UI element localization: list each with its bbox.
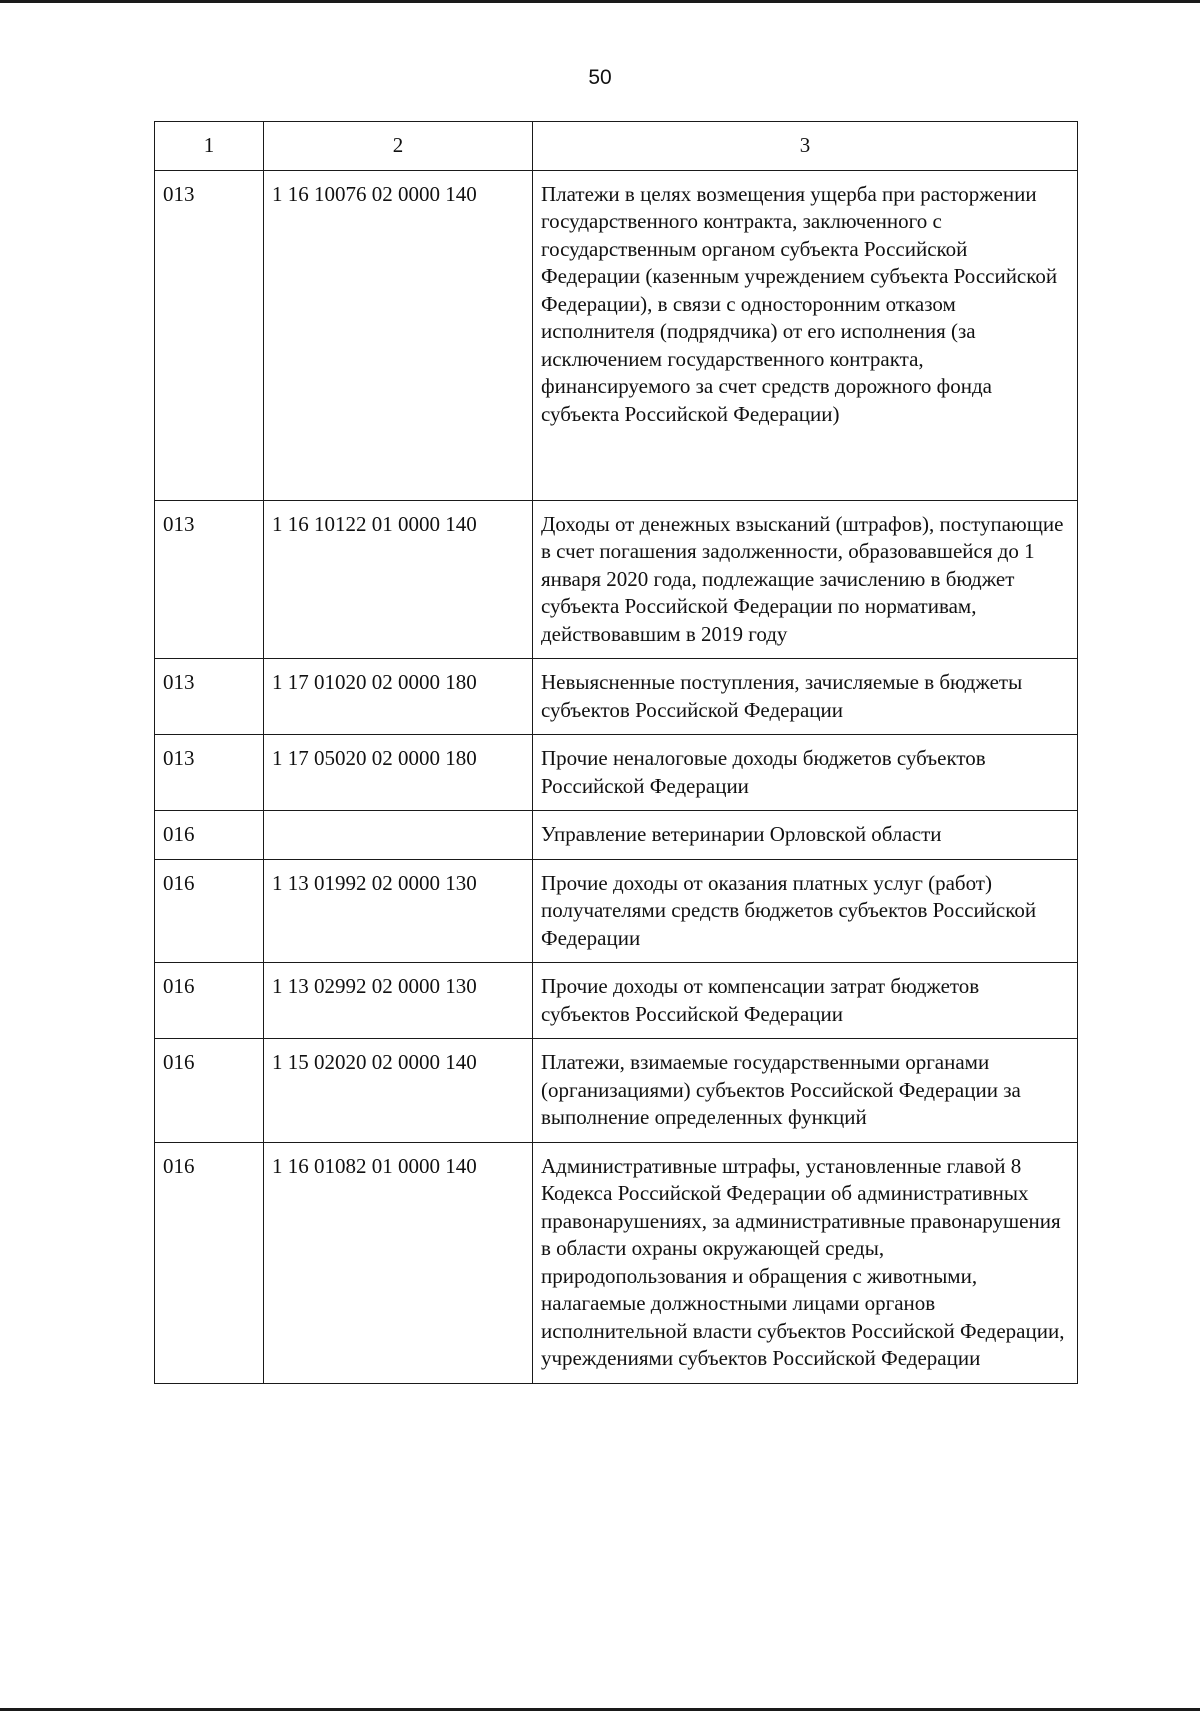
- admin-code-cell: 016: [155, 859, 264, 963]
- table-row: [155, 170, 1078, 500]
- table-row: [155, 735, 1078, 811]
- table-row: [155, 1039, 1078, 1143]
- table-row: [155, 963, 1078, 1039]
- table-row: [155, 659, 1078, 735]
- revenue-name-cell: Платежи, взимаемые государственными органами (организациями) субъектов Российской Федерации за выполнение определенных функций: [533, 1039, 1078, 1143]
- revenue-name-cell: Невыясненные поступления, зачисляемые в бюджеты субъектов Российской Федерации: [533, 659, 1078, 735]
- admin-code-cell: 013: [155, 735, 264, 811]
- revenue-code-cell: 1 15 02020 02 0000 140: [264, 1039, 533, 1143]
- revenue-name-cell: Платежи в целях возмещения ущерба при расторжении государственного контракта, заключенного с государственным органом субъекта Российской Федерации (казенным учреждением субъекта Российской Федерации), в связи с односторонним отказом исполнителя (подрядчика) от его исполнения (за исключением государственного контракта, финансируемого за счет средств дорожного фонда субъекта Российской Федерации): [533, 170, 1078, 500]
- revenue-name-cell: Прочие доходы от компенсации затрат бюджетов субъектов Российской Федерации: [533, 963, 1078, 1039]
- scan-top-edge: [0, 0, 1200, 3]
- column-header-3: 3: [533, 122, 1078, 171]
- revenue-name-cell: Управление ветеринарии Орловской области: [533, 811, 1078, 860]
- revenue-code-cell: 1 13 02992 02 0000 130: [264, 963, 533, 1039]
- table-row: [155, 859, 1078, 963]
- admin-code-cell: 016: [155, 1142, 264, 1383]
- revenue-code-cell: 1 16 01082 01 0000 140: [264, 1142, 533, 1383]
- revenue-code-cell: 1 16 10076 02 0000 140: [264, 170, 533, 500]
- table-row: [155, 500, 1078, 659]
- revenue-name-cell: Прочие неналоговые доходы бюджетов субъектов Российской Федерации: [533, 735, 1078, 811]
- revenue-code-cell: 1 17 05020 02 0000 180: [264, 735, 533, 811]
- table-row: [155, 811, 1078, 860]
- revenue-code-cell: 1 16 10122 01 0000 140: [264, 500, 533, 659]
- admin-code-cell: 013: [155, 500, 264, 659]
- revenue-codes-table: [154, 121, 1078, 1384]
- table-row: [155, 1142, 1078, 1383]
- admin-code-cell: 016: [155, 963, 264, 1039]
- revenue-name-cell: Прочие доходы от оказания платных услуг (работ) получателями средств бюджетов субъектов Российской Федерации: [533, 859, 1078, 963]
- revenue-code-cell: 1 17 01020 02 0000 180: [264, 659, 533, 735]
- table-header-row: [155, 122, 1078, 171]
- scan-bottom-edge: [0, 1708, 1200, 1711]
- admin-code-cell: 016: [155, 1039, 264, 1143]
- revenue-code-cell: 1 13 01992 02 0000 130: [264, 859, 533, 963]
- revenue-name-cell: Доходы от денежных взысканий (штрафов), поступающие в счет погашения задолженности, образовавшейся до 1 января 2020 года, подлежащие зачислению в бюджет субъекта Российской Федерации по нормативам, действовавшим в 2019 году: [533, 500, 1078, 659]
- column-header-1: 1: [155, 122, 264, 171]
- admin-code-cell: 016: [155, 811, 264, 860]
- admin-code-cell: 013: [155, 659, 264, 735]
- admin-code-cell: 013: [155, 170, 264, 500]
- revenue-name-cell: Административные штрафы, установленные главой 8 Кодекса Российской Федерации об административных правонарушениях, за административные правонарушения в области охраны окружающей среды, природопользования и обращения с животными, налагаемые должностными лицами органов исполнительной власти субъектов Российской Федерации, учреждениями субъектов Российской Федерации: [533, 1142, 1078, 1383]
- column-header-2: 2: [264, 122, 533, 171]
- page-number: 50: [588, 66, 612, 89]
- revenue-code-cell: [264, 811, 533, 860]
